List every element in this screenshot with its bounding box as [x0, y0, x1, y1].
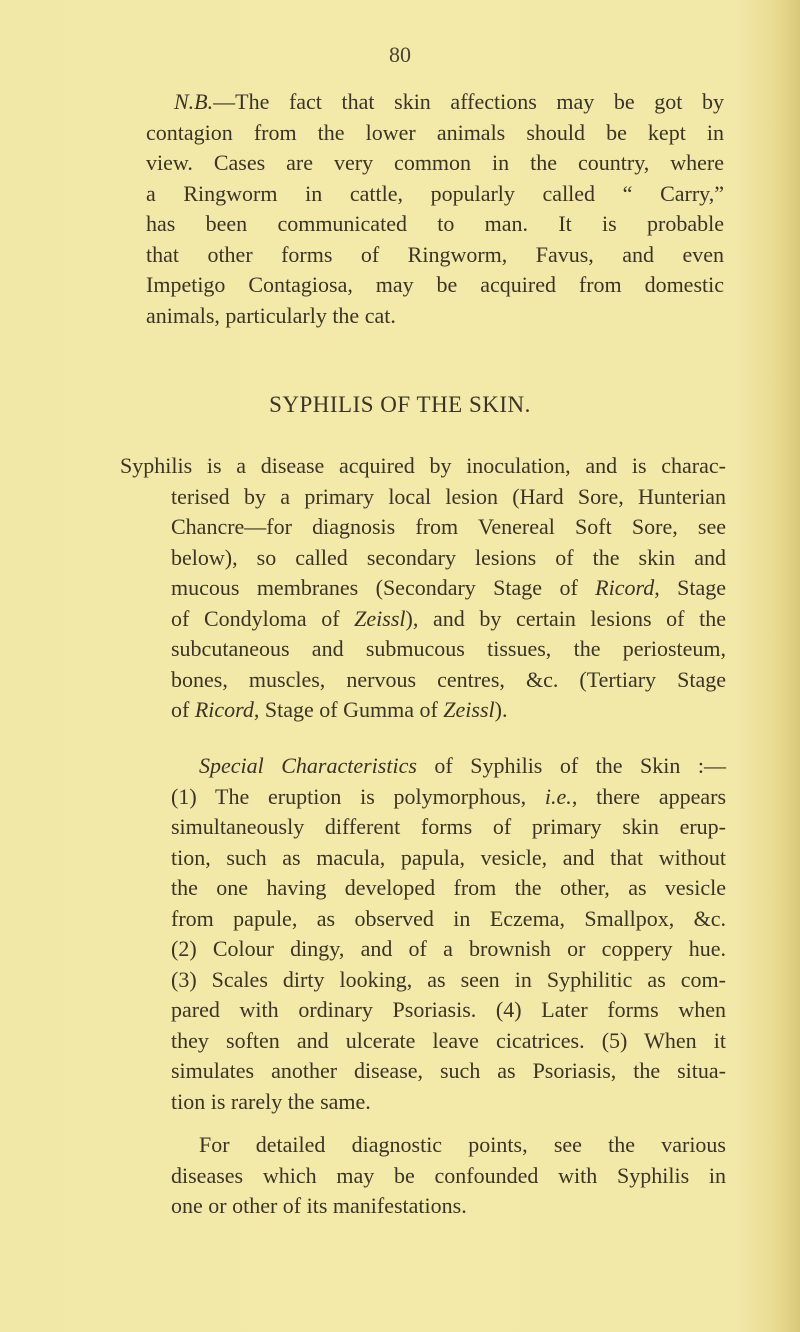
text-line: tion, such as macula, papula, vesicle, and that without: [171, 844, 726, 870]
text-line: bones, muscles, nervous centres, &c. (Tertiary Stage: [171, 666, 726, 692]
text-span: mucous membranes (Secondary Stage of: [171, 575, 596, 600]
section-heading: SYPHILIS OF THE SKIN.: [269, 392, 531, 417]
author-name: Zeissl: [354, 605, 406, 631]
author-name: Ricord: [595, 575, 655, 600]
text-span: , Stage of Gumma of: [253, 697, 444, 722]
text-line: (2) Colour dingy, and of a brownish or coppery hue.: [171, 936, 726, 961]
text-line: [171, 573, 726, 604]
text-line: terised by a primary local lesion (Hard Sore, Hunterian: [171, 483, 726, 509]
characteristics-paragraph: [120, 751, 726, 1117]
text-line: view. Cases are very common in the country, where: [146, 150, 724, 175]
text-line: Syphilis is a disease acquired by inoculation, and is charac-: [120, 453, 726, 478]
nb-abbrev: N.B.: [174, 89, 214, 114]
text-span: —The fact that skin affections may be got by: [213, 89, 724, 114]
text-line: Chancre—for diagnosis from Venereal Soft Sore, see: [171, 514, 726, 539]
text-line: [171, 695, 726, 726]
text-line: subcutaneous and submucous tissues, the periosteum,: [171, 636, 726, 661]
text-span: ).: [494, 697, 508, 722]
nb-paragraph: [146, 87, 724, 331]
text-line: [171, 604, 726, 635]
text-span: , Stage: [654, 575, 726, 600]
page-number: 80: [389, 42, 411, 67]
author-name: Ricord: [194, 697, 254, 722]
text-line: [146, 87, 724, 118]
text-line: For detailed diagnostic points, see the various: [199, 1132, 726, 1157]
text-line: pared with ordinary Psoriasis. (4) Later forms when: [171, 997, 726, 1022]
text-span: , there appears: [571, 783, 727, 809]
text-line: diseases which may be confounded with Syphilis in: [171, 1162, 726, 1188]
text-line: has been communicated to man. It is probable: [146, 211, 724, 236]
text-span: ), and by certain lesions of the: [405, 605, 726, 631]
text-span: of Condyloma of: [171, 605, 355, 631]
text-line: they soften and ulcerate leave cicatrices. (5) When it: [171, 1027, 726, 1053]
text-line: animals, particularly the cat.: [146, 302, 396, 328]
text-line: simultaneously different forms of primary skin erup-: [171, 814, 726, 839]
text-span: (1) The eruption is polymorphous,: [171, 783, 545, 809]
text-line: one or other of its manifestations.: [171, 1193, 467, 1218]
text-line: contagion from the lower animals should be kept in: [146, 119, 724, 145]
text-line: [171, 782, 726, 813]
text-line: (3) Scales dirty looking, as seen in Syphilitic as com-: [171, 966, 726, 992]
author-name: Zeissl: [443, 697, 495, 722]
text-span: of: [171, 697, 195, 722]
text-line: tion is rarely the same.: [171, 1088, 371, 1114]
subheading: Special Characteristics: [199, 753, 417, 778]
text-line: the one having developed from the other, as vesicle: [171, 875, 726, 900]
text-line: below), so called secondary lesions of the skin and: [171, 544, 726, 570]
abbrev: i.e.: [544, 783, 572, 809]
text-line: from papule, as observed in Eczema, Smallpox, &c.: [171, 905, 726, 931]
diagnostic-paragraph: [171, 1130, 726, 1222]
text-line: Impetigo Contagiosa, may be acquired from domestic: [146, 272, 724, 297]
text-line: [171, 751, 726, 782]
text-line: simulates another disease, such as Psoriasis, the situa-: [171, 1058, 726, 1083]
text-line: that other forms of Ringworm, Favus, and even: [146, 241, 724, 267]
text-line: a Ringworm in cattle, popularly called “ Carry,”: [146, 180, 724, 206]
syphilis-paragraph: [120, 451, 726, 726]
text-span: of Syphilis of the Skin :—: [416, 753, 727, 778]
